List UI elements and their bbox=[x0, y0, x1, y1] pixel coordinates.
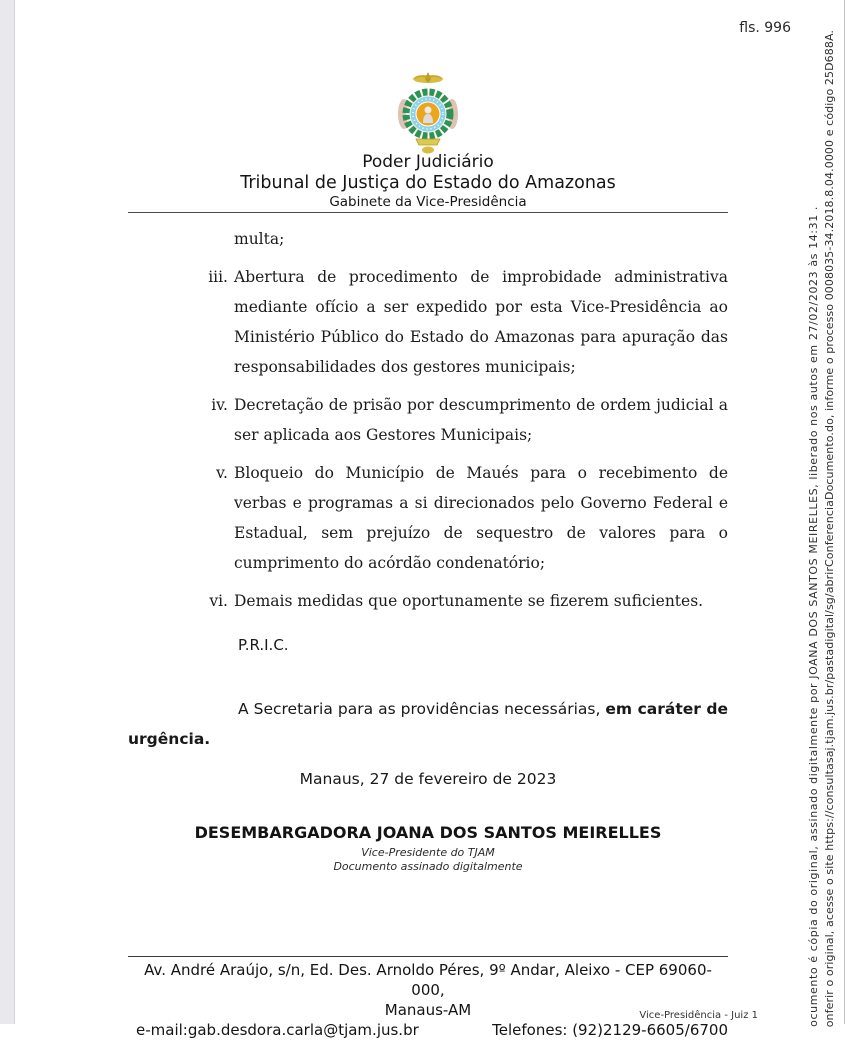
signer-name: DESEMBARGADORA JOANA DOS SANTOS MEIRELLES bbox=[194, 823, 662, 842]
list-marker: v. bbox=[216, 464, 228, 482]
header-branch: Poder Judiciário bbox=[362, 152, 494, 172]
footer-address-line2: Manaus-AM bbox=[384, 1001, 472, 1019]
signer-role: Vice-Presidente do TJAM bbox=[361, 846, 495, 859]
pric-line: P.R.I.C. bbox=[238, 636, 289, 654]
footer-unit-label: Vice-Presidência - Juiz 1 bbox=[639, 1010, 758, 1021]
list-item-iv bbox=[128, 390, 728, 450]
closing-bold-text: em caráter de urgência. bbox=[128, 700, 728, 748]
list-marker: vi. bbox=[209, 592, 228, 610]
closing-normal-text: A Secretaria para as providências necessárias, bbox=[238, 700, 606, 718]
footer-email: e-mail:gab.desdora.carla@tjam.jus.br bbox=[136, 1021, 419, 1039]
list-item-text: Bloqueio do Município de Maués para o recebimento de verbas e programas a si direcionados pelo Governo Federal e Estadual, sem prejuízo de sequestro de valores para o cumprimento do acórdão condenatório; bbox=[234, 464, 728, 572]
certification-sidebar-line2: onferir o original, acesse o site https://consultasaj.tjam.jus.br/pastadigital/sg/abrirConferenciaDocumento.do, informe o processo 0008035-34.2018.8.04.0000 e código 25D688A. bbox=[823, 29, 836, 1027]
list-item-iii bbox=[128, 262, 728, 382]
closing-paragraph bbox=[128, 694, 728, 754]
tjam-coat-of-arms-icon bbox=[395, 70, 461, 158]
certification-sidebar-line1: ocumento é cópia do original, assinado digitalmente por JOANA DOS SANTOS MEIRELLES, liberado nos autos em 27/02/2023 às 14:31 . bbox=[807, 206, 820, 1027]
page-footer bbox=[128, 956, 758, 1040]
list-marker: iv. bbox=[211, 396, 228, 414]
list-item-v bbox=[128, 458, 728, 578]
list-item-vi bbox=[128, 586, 728, 616]
page-left-margin bbox=[0, 0, 15, 1024]
carryover-line: multa; bbox=[234, 230, 285, 248]
list-item-text: Demais medidas que oportunamente se fizerem suficientes. bbox=[234, 592, 704, 610]
footer-contact-row bbox=[128, 1020, 728, 1040]
header-divider bbox=[128, 212, 728, 213]
document-header bbox=[128, 152, 728, 211]
page-right-edge bbox=[844, 0, 845, 1024]
date-line: Manaus, 27 de fevereiro de 2023 bbox=[299, 770, 557, 788]
header-office: Gabinete da Vice-Presidência bbox=[329, 194, 527, 210]
signature-block bbox=[128, 822, 728, 874]
document-body bbox=[128, 224, 728, 790]
footer-address-line1: Av. André Araújo, s/n, Ed. Des. Arnoldo Péres, 9º Andar, Aleixo - CEP 69060-000, bbox=[144, 961, 712, 999]
list-item-text: Decretação de prisão por descumprimento de ordem judicial a ser aplicada aos Gestores Municipais; bbox=[234, 396, 728, 444]
list-item-text: Abertura de procedimento de improbidade administrativa mediante ofício a ser expedido por esta Vice-Presidência ao Ministério Público do Estado do Amazonas para apuração das responsabilidades dos gestores municipais; bbox=[234, 268, 728, 376]
digital-signature-note: Documento assinado digitalmente bbox=[333, 860, 523, 873]
header-court: Tribunal de Justiça do Estado do Amazonas bbox=[240, 173, 616, 193]
list-marker: iii. bbox=[208, 268, 228, 286]
footer-divider bbox=[128, 956, 728, 957]
folio-number: fls. 996 bbox=[739, 20, 791, 36]
footer-phones: Telefones: (92)2129-6605/6700 bbox=[492, 1021, 728, 1039]
